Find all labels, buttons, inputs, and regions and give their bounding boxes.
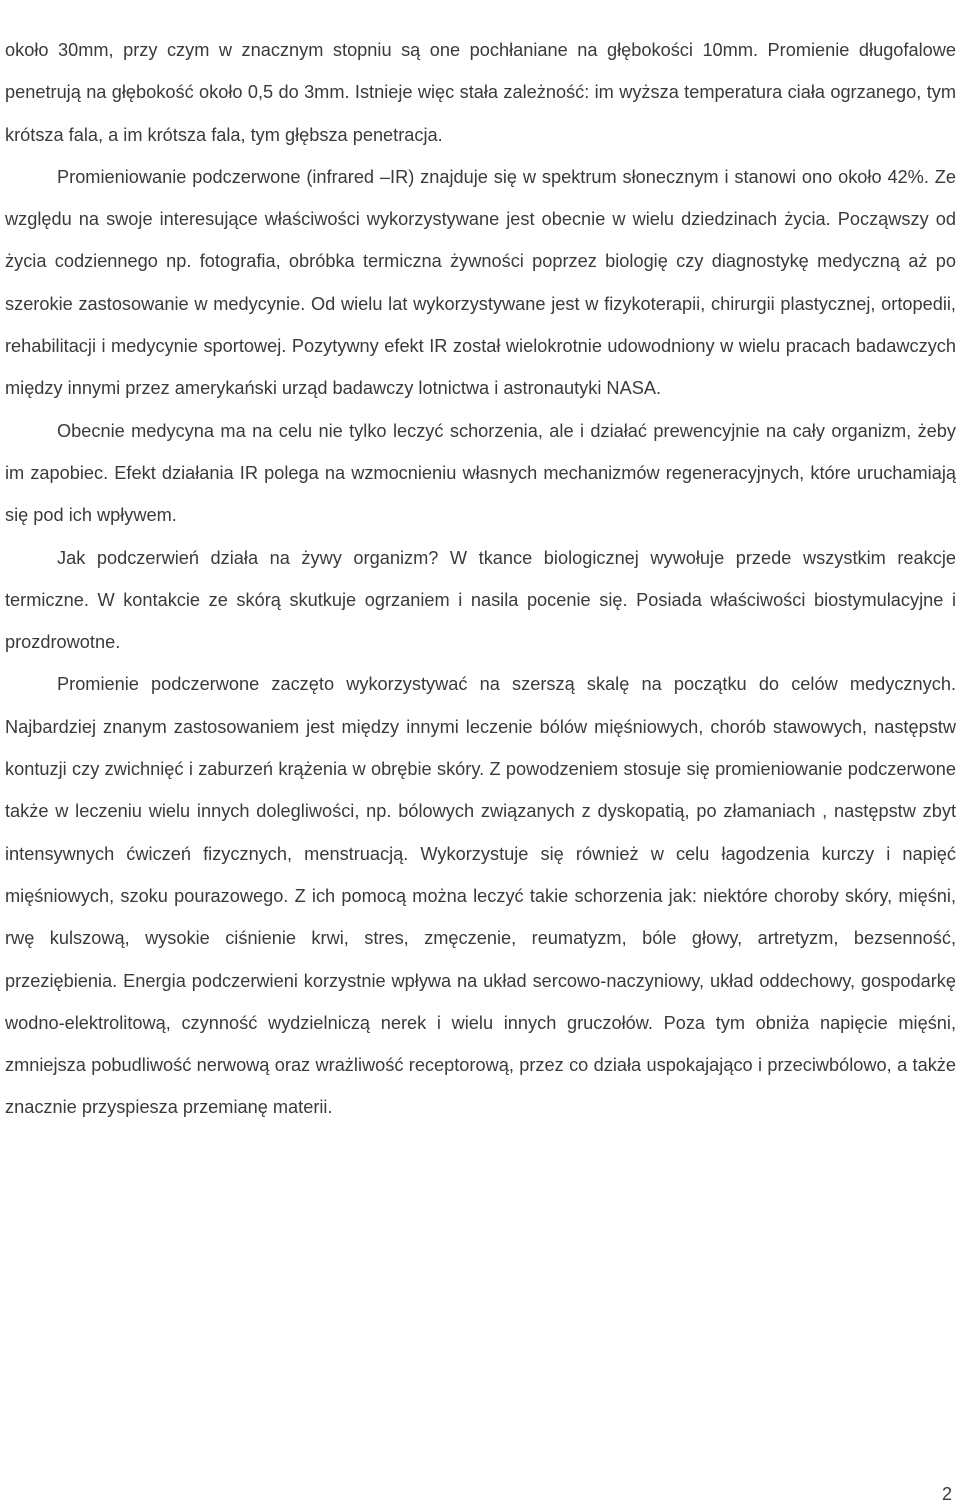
- paragraph-penetration-depth: około 30mm, przy czym w znacznym stopniu są one pochłaniane na głębokości 10mm. Promienie długofalowe penetrują na głębokość około 0,5 do 3mm. Istnieje więc stała zależność: im wyższa temperatura ciała ogrzanego, tym krótsza fala, a im krótsza fala, tym głębsza penetracja.: [5, 40, 956, 145]
- page-number: 2: [941, 1484, 952, 1504]
- paragraph-infrared-spectrum: Promieniowanie podczerwone (infrared –IR) znajduje się w spektrum słonecznym i stanowi ono około 42%. Ze względu na swoje interesujące właściwości wykorzystywane jest obecnie w wielu dziedzinach życia. Począwszy od życia codziennego np. fotografia, obróbka termiczna żywności poprzez biologię czy diagnostykę medyczną aż po szerokie zastosowanie w medycynie. Od wielu lat wykorzystywane jest w fizykoterapii, chirurgii plastycznej, ortopedii, rehabilitacji i medycynie sportowej. Pozytywny efekt IR został wielokrotnie udowodniony w wielu pracach badawczych między innymi przez amerykański urząd badawczy lotnictwa i astronautyki NASA.: [5, 166, 956, 399]
- paragraph-effect-on-organism: Jak podczerwień działa na żywy organizm? W tkance biologicznej wywołuje przede wszystkim reakcje termiczne. W kontakcie ze skórą skutkuje ogrzaniem i nasila pocenie się. Posiada właściwości biostymulacyjne i prozdrowotne.: [5, 547, 956, 653]
- paragraph-medical-uses: Promienie podczerwone zaczęto wykorzystywać na szerszą skalę na początku do celów medycznych. Najbardziej znanym zastosowaniem jest między innymi leczenie bólów mięśniowych, chorób stawowych, następstw kontuzji czy zwichnięć i zaburzeń krążenia w obrębie skóry. Z powodzeniem stosuje się promieniowanie podczerwone także w leczeniu wielu innych dolegliwości, np. bólowych związanych z dyskopatią, po złamaniach , następstw zbyt intensywnych ćwiczeń fizycznych, menstruacją. Wykorzystuje się również w celu łagodzenia kurczy i napięć mięśniowych, szoku pourazowego. Z ich pomocą można leczyć takie schorzenia jak: niektóre choroby skóry, mięśni, rwę kulszową, wysokie ciśnienie krwi, stres, zmęczenie, reumatyzm, bóle głowy, artretyzm, bezsenność, przeziębienia. Energia podczerwieni korzystnie wpływa na układ sercowo-naczyniowy, układ oddechowy, gospodarkę wodno-elektrolitową, czynność wydzielniczą nerek i wielu innych gruczołów. Poza tym obniża napięcie mięśni, zmniejsza pobudliwość nerwową oraz wrażliwość receptorową, przez co działa uspokajająco i przeciwbólowo, a także znacznie przyspiesza przemianę materii.: [5, 674, 956, 1118]
- paragraph-prevention: Obecnie medycyna ma na celu nie tylko leczyć schorzenia, ale i działać prewencyjnie na cały organizm, żeby im zapobiec. Efekt działania IR polega na wzmocnieniu własnych mechanizmów regeneracyjnych, które uruchamiają się pod ich wpływem.: [5, 420, 956, 526]
- document-page: [5, 0, 956, 1129]
